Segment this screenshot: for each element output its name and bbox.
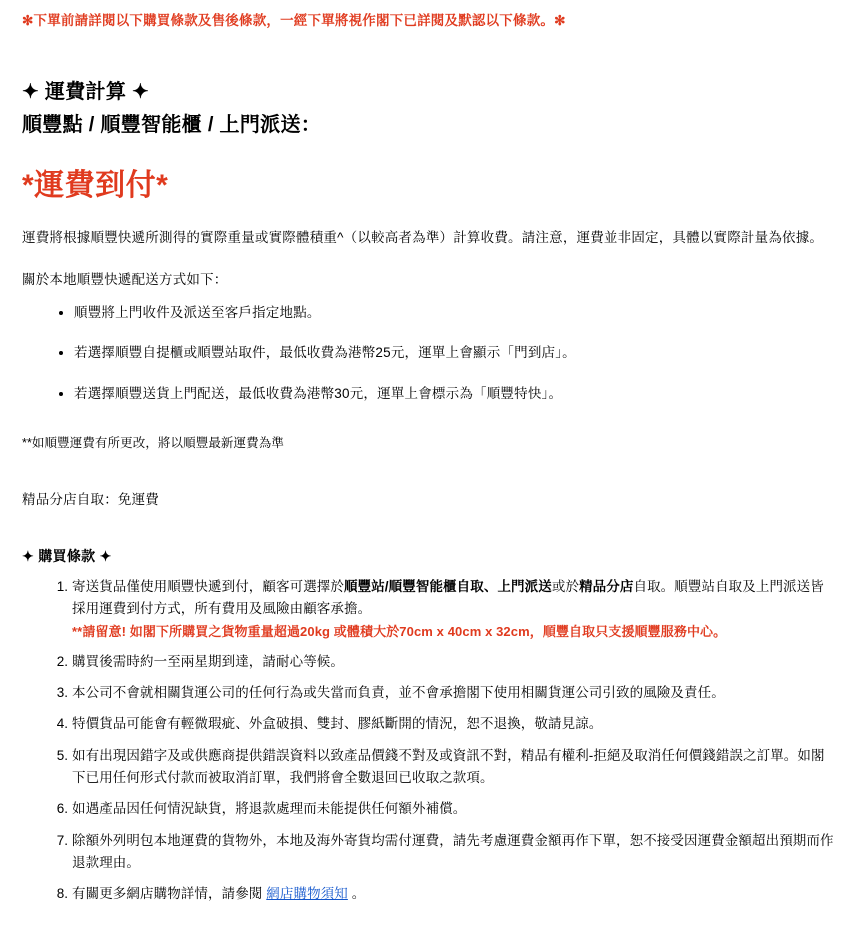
list-item: • 若選擇順豐自提櫃或順豐站取件，最低收費為港幣25元，運單上會顯示「門到店」。 bbox=[74, 342, 837, 364]
terms-item-1-bold-pickup: 順豐站/順豐智能櫃自取、上門派送 bbox=[344, 578, 552, 594]
terms-item-8 bbox=[72, 883, 837, 905]
terms-item-4: 4. 特價貨品可能會有輕微瑕疵、外盒破損、雙封、膠紙斷開的情況，恕不退換，敬請見諒。 bbox=[72, 713, 837, 735]
terms-list bbox=[22, 576, 837, 906]
terms-item-1-text-before: 寄送貨品僅使用順豐快遞到付，顧客可選擇於 bbox=[72, 578, 344, 594]
shipping-methods-list bbox=[22, 302, 837, 405]
terms-item-1 bbox=[72, 576, 837, 643]
top-warning-banner: ✻下單前請詳閱以下購買條款及售後條款，一經下單將視作閣下已詳閱及默認以下條款。✻ bbox=[22, 13, 566, 28]
terms-section bbox=[0, 546, 861, 906]
online-shopping-guide-link[interactable]: 網店購物須知 bbox=[266, 886, 348, 902]
terms-item-8-text-after: 。 bbox=[347, 886, 366, 902]
terms-item-6: 6. 如遇產品因任何情況缺貨，將退款處理而未能提供任何額外補償。 bbox=[72, 798, 837, 820]
freight-collect-highlight: *運費到付* bbox=[22, 168, 169, 202]
terms-item-1-mid: 或於 bbox=[551, 578, 580, 594]
terms-item-1-text-after: 自取。順豐站自取及上門派送皆採用運費到付方式，所有費用及風險由顧客承擔。 bbox=[72, 578, 824, 616]
terms-item-1-warning: **請留意! 如閣下所購買之貨物重量超過20kg 或體積大於70cm x 40cm x 32cm，順豐自取只支援順豐服務中心。 bbox=[72, 624, 727, 640]
terms-item-5: 5. 如有出現因錯字及或供應商提供錯誤資料以致產品價錢不對及或資訊不對，精品有權利-拒絕及取消任何價錢錯誤之訂單。如閣下已用任何形式付款而被取消訂單，我們將會全數退回已收取之款項。 bbox=[72, 745, 837, 790]
list-item: • 若選擇順豐送貨上門配送，最低收費為港幣30元，運單上會標示為「順豐特快」。 bbox=[74, 383, 837, 405]
terms-item-8-text-before: 有關更多網店購物詳情，請參閱 bbox=[72, 886, 267, 902]
store-pickup-line: 精品分店自取：免運費 bbox=[22, 491, 159, 507]
terms-item-7: 7. 除額外列明包本地運費的貨物外，本地及海外寄貨均需付運費，請先考慮運費金額再作下單，恕不接受因運費金額超出預期而作退款理由。 bbox=[72, 830, 837, 875]
shipping-heading: ✦ 運費計算 ✦ bbox=[22, 80, 150, 103]
shipping-intro-text: 運費將根據順豐快遞所測得的實際重量或實際體積重^（以較高者為準）計算收費。請注意，運費並非固定，具體以實際計量為依據。 bbox=[22, 230, 824, 246]
terms-item-3: 3. 本公司不會就相關貨運公司的任何行為或失當而負責，並不會承擔閣下使用相關貨運公司引致的風險及責任。 bbox=[72, 682, 837, 704]
terms-item-2: 2. 購買後需時約一至兩星期到達，請耐心等候。 bbox=[72, 651, 837, 673]
shipping-section bbox=[0, 79, 861, 512]
terms-item-1-bold-store: 精品分店 bbox=[579, 578, 634, 594]
terms-heading: ✦ 購買條款 ✦ bbox=[22, 547, 112, 564]
shipping-subheading: 順豐點 / 順豐智能櫃 / 上門派送： bbox=[22, 113, 322, 136]
shipping-change-note: **如順豐運費有所更改，將以順豐最新運費為準 bbox=[22, 436, 284, 451]
list-item: • 順豐將上門收件及派送至客戶指定地點。 bbox=[74, 302, 837, 324]
shipping-methods-lead: 關於本地順豐快遞配送方式如下： bbox=[22, 272, 228, 288]
